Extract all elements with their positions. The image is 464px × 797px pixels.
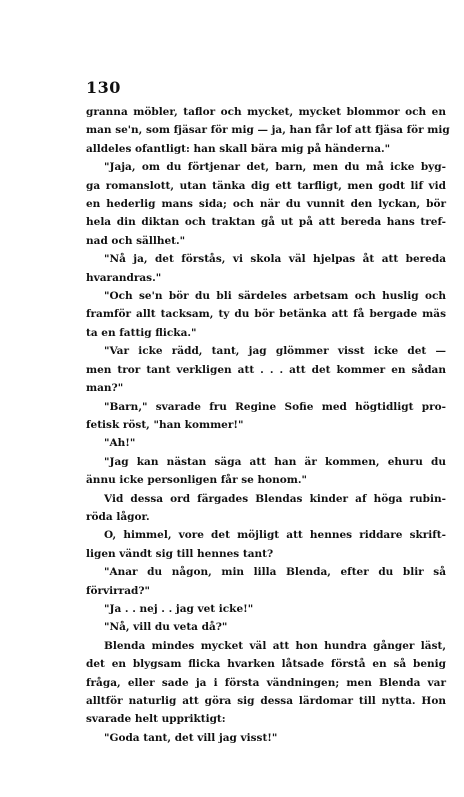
text-line: Blenda mindes mycket väl att hon hundra gånger läst, [104, 639, 446, 652]
text-line: granna möbler, taflor och mycket, mycket blommor och en [86, 106, 446, 118]
text-line: "Ja . . nej . . jag vet icke!" [104, 602, 254, 615]
text-line: "Ah!" [104, 437, 136, 450]
text-line: "Nå, vill du veta då?" [104, 621, 228, 634]
text-line: O, himmel, vore det möjligt att hennes riddare skrift- [104, 529, 446, 542]
text-line: Vid dessa ord färgades Blendas kinder af höga rubin- [104, 492, 446, 505]
text-line: en hederlig mans sida; och när du vunnit den lyckan, bör [86, 198, 446, 211]
text-line: ta en fattig flicka." [86, 326, 197, 339]
body-text [86, 103, 450, 747]
text-line: röda lågor. [86, 510, 150, 523]
text-line: det en blygsam flicka hvarken låtsade förstå en så benig [86, 658, 446, 671]
text-line: framför allt tacksam, ty du bör betänka att få bergade mäs [86, 308, 446, 321]
text-line: ga romanslott, utan tänka dig ett tarfligt, men godt lif vid [86, 179, 446, 192]
text-line: men tror tant verkligen att . . . att det kommer en sådan [86, 363, 446, 376]
text-line: "Och se'n bör du bli särdeles arbetsam och huslig och [104, 290, 446, 303]
text-line: svarade helt uppriktigt: [86, 713, 226, 726]
text-line: nad och sällhet." [86, 234, 186, 247]
text-line: ligen vändt sig till hennes tant? [86, 547, 274, 560]
text-line: "Jag kan nästan säga att han är kommen, ehuru du [104, 455, 446, 468]
text-line: hela din diktan och traktan gå ut på att bereda hans tref- [86, 216, 446, 229]
text-line: man?" [86, 382, 124, 395]
page-number: 130 [86, 78, 121, 97]
text-line: "Barn," svarade fru Regine Sofie med högtidligt pro- [104, 400, 446, 413]
text-line: fetisk röst, "han kommer!" [86, 418, 244, 431]
text-line: hvarandras." [86, 271, 162, 284]
text-line: "Var icke rädd, tant, jag glömmer visst icke det — [104, 345, 446, 358]
text-line: man se'n, som fjäsar för mig — ja, han får lof att fjäsa för mig [86, 124, 450, 137]
text-line: "Goda tant, det vill jag visst!" [104, 731, 278, 744]
text-line: fråga, eller sade ja i första vändningen; men Blenda var [86, 676, 446, 689]
text-line: alldeles ofantligt: han skall bära mig på händerna." [86, 142, 391, 155]
text-line: förvirrad?" [86, 584, 150, 597]
text-line: "Anar du någon, min lilla Blenda, efter du blir så [104, 566, 446, 579]
text-line: "Nå ja, det förstås, vi skola väl hjelpas åt att bereda [104, 253, 446, 266]
text-line: "Jaja, om du förtjenar det, barn, men du må icke byg- [104, 161, 446, 174]
text-line: ännu icke personligen får se honom." [86, 474, 308, 487]
text-line: alltför naturlig att göra sig dessa lärdomar till nytta. Hon [86, 695, 446, 707]
